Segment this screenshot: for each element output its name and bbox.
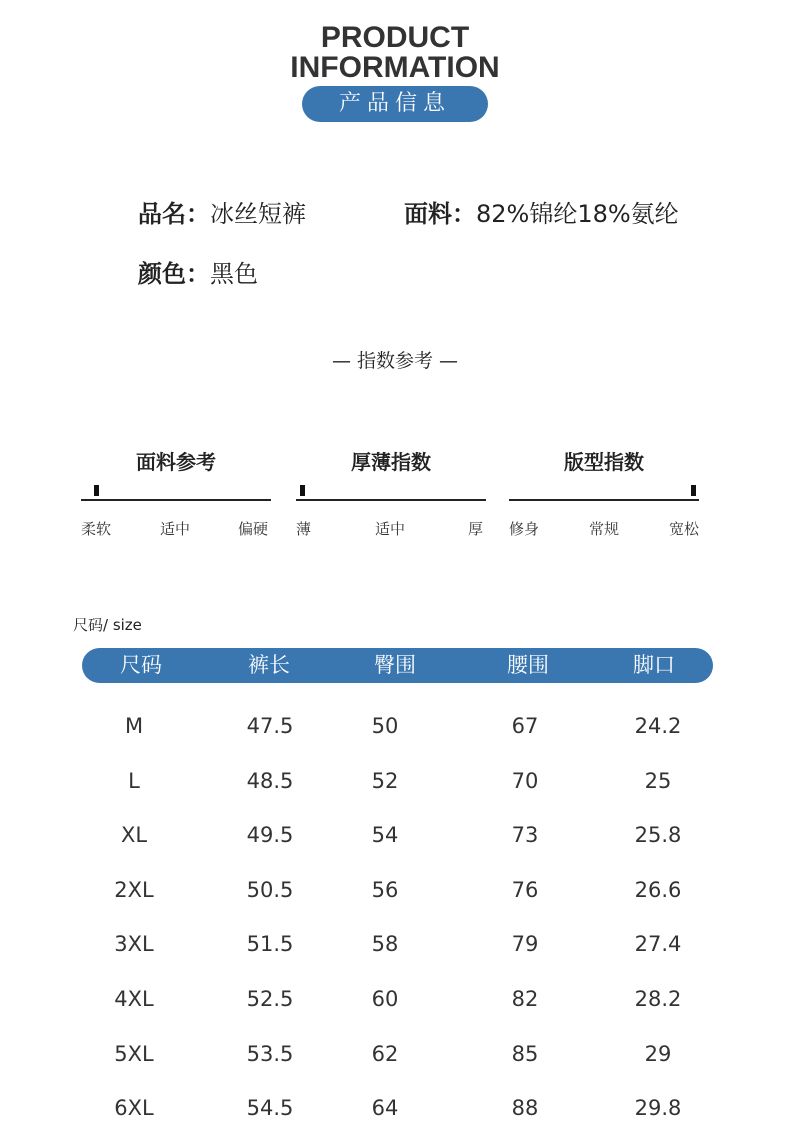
product-name-value: 冰丝短裤 <box>210 200 306 228</box>
table-row <box>0 761 790 801</box>
cell-hip: 60 <box>371 987 399 1011</box>
product-fabric <box>404 194 679 229</box>
subtitle-pill: 产品信息 <box>302 86 488 122</box>
header-length: 裤长 <box>248 653 290 677</box>
size-table-label: 尺码/ size <box>73 616 142 634</box>
scale-tick-mid: 常规 <box>589 520 620 538</box>
cell-hem: 29.8 <box>634 1096 682 1120</box>
cell-length: 49.5 <box>246 823 294 847</box>
scale-fit <box>509 440 699 550</box>
scale-tick-high: 厚 <box>468 520 484 538</box>
cell-length: 50.5 <box>246 878 294 902</box>
cell-hip: 56 <box>371 878 399 902</box>
scale-tick-high: 偏硬 <box>238 520 269 538</box>
product-name <box>138 194 306 229</box>
size-table-header <box>82 648 713 683</box>
cell-waist: 88 <box>511 1096 539 1120</box>
scale-title: 版型指数 <box>564 450 644 474</box>
table-row <box>0 979 790 1019</box>
cell-size: L <box>128 769 140 793</box>
table-row <box>0 815 790 855</box>
title-line-2: INFORMATION <box>290 51 500 84</box>
cell-size: XL <box>120 823 148 847</box>
scale-fabric <box>81 440 271 550</box>
cell-hip: 64 <box>371 1096 399 1120</box>
cell-size: 4XL <box>114 987 154 1011</box>
cell-hem: 25 <box>644 769 672 793</box>
scale-tick-low: 薄 <box>296 520 312 538</box>
cell-size: 3XL <box>114 932 154 956</box>
cell-length: 53.5 <box>246 1042 294 1066</box>
product-fabric-value: 82%锦纶18%氨纶 <box>476 200 679 228</box>
cell-waist: 85 <box>511 1042 539 1066</box>
cell-hip: 58 <box>371 932 399 956</box>
cell-hem: 28.2 <box>634 987 682 1011</box>
cell-size: 5XL <box>114 1042 154 1066</box>
scale-tick-mid: 适中 <box>160 520 191 538</box>
cell-hip: 52 <box>371 769 399 793</box>
cell-hem: 27.4 <box>634 932 682 956</box>
scale-marker <box>94 485 99 496</box>
cell-hem: 29 <box>644 1042 672 1066</box>
scale-tick-low: 修身 <box>509 520 540 538</box>
cell-size: 6XL <box>114 1096 154 1120</box>
table-row <box>0 1034 790 1074</box>
scale-tick-high: 宽松 <box>669 520 700 538</box>
cell-hip: 62 <box>371 1042 399 1066</box>
table-row <box>0 1088 790 1128</box>
title-line-1: PRODUCT <box>320 21 470 54</box>
header-waist: 腰围 <box>507 653 549 677</box>
cell-size: M <box>124 714 144 738</box>
scale-thickness <box>296 440 486 550</box>
table-row <box>0 924 790 964</box>
cell-waist: 70 <box>511 769 539 793</box>
scale-marker <box>300 485 305 496</box>
cell-waist: 73 <box>511 823 539 847</box>
scale-title: 厚薄指数 <box>351 450 431 474</box>
product-color-value: 黑色 <box>210 260 258 288</box>
cell-size: 2XL <box>114 878 154 902</box>
scale-title: 面料参考 <box>136 450 216 474</box>
product-color <box>138 254 258 289</box>
cell-waist: 67 <box>511 714 539 738</box>
scale-marker <box>691 485 696 496</box>
cell-waist: 76 <box>511 878 539 902</box>
product-color-label: 颜色： <box>138 260 210 288</box>
cell-length: 47.5 <box>246 714 294 738</box>
header-hip: 臀围 <box>374 653 416 677</box>
scale-track <box>81 499 271 501</box>
cell-hem: 24.2 <box>634 714 682 738</box>
cell-length: 48.5 <box>246 769 294 793</box>
cell-hip: 54 <box>371 823 399 847</box>
header-hem: 脚口 <box>633 653 675 677</box>
cell-length: 52.5 <box>246 987 294 1011</box>
cell-length: 51.5 <box>246 932 294 956</box>
scale-track <box>509 499 699 501</box>
product-name-label: 品名： <box>138 200 210 228</box>
cell-hem: 26.6 <box>634 878 682 902</box>
scale-tick-mid: 适中 <box>375 520 406 538</box>
table-row <box>0 706 790 746</box>
product-fabric-label: 面料： <box>404 200 476 228</box>
scale-tick-low: 柔软 <box>81 520 112 538</box>
cell-waist: 82 <box>511 987 539 1011</box>
header-size: 尺码 <box>120 653 162 677</box>
cell-waist: 79 <box>511 932 539 956</box>
cell-hem: 25.8 <box>634 823 682 847</box>
scale-track <box>296 499 486 501</box>
reference-title: — 指数参考 — <box>331 350 459 372</box>
cell-length: 54.5 <box>246 1096 294 1120</box>
cell-hip: 50 <box>371 714 399 738</box>
table-row <box>0 870 790 910</box>
